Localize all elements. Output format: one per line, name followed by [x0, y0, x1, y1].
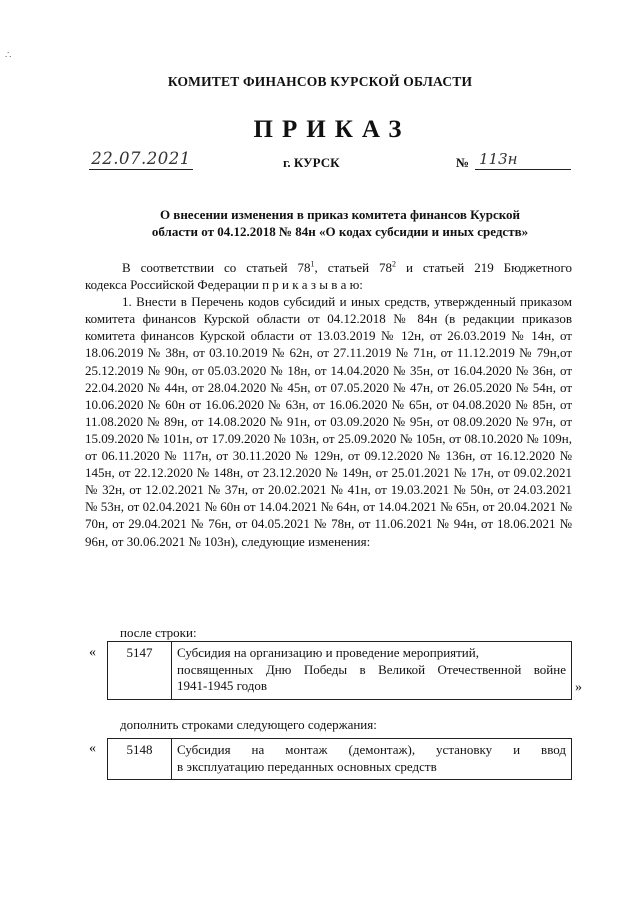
code-cell: 5148 — [108, 739, 172, 780]
description-line: в эксплуатацию переданных основных средств — [177, 758, 437, 774]
intro-text-a: В соответствии со статьей 78 — [122, 260, 311, 275]
quote-close-1: » — [575, 680, 582, 695]
title-line-1: О внесении изменения в приказ комитета финансов Курской — [159, 207, 521, 222]
table-row — [108, 739, 572, 780]
intro-text-c: и статьей 219 Бюджетного — [396, 260, 572, 275]
table-row — [108, 642, 572, 700]
title-line-2: области от 04.12.2018 № 84н «О кодах субсидии и иных средств» — [151, 224, 529, 239]
city-label: г. КУРСК — [283, 155, 340, 170]
description-line: Субсидия на монтаж (демонтаж), установку и ввод — [177, 742, 566, 757]
intro-line-2: кодекса Российской Федерации п р и к а з ы в а ю: — [85, 277, 363, 293]
quote-open-2: « — [89, 741, 96, 756]
intro-sup-1: 1 — [310, 259, 315, 269]
description-cell — [172, 739, 572, 780]
description-line: посвященных Дню Победы в Великой Отечественной войне — [177, 661, 566, 677]
document-type-heading: ПРИКАЗ — [253, 116, 411, 143]
number-sign: № — [456, 155, 470, 170]
handwritten-number: 113н — [475, 149, 571, 170]
scan-side-mark: ∴ — [5, 50, 12, 61]
handwritten-date: 22.07.2021 — [89, 149, 193, 170]
issuer-heading: КОМИТЕТ ФИНАНСОВ КУРСКОЙ ОБЛАСТИ — [167, 74, 473, 89]
item-1-paragraph: 1. Внести в Перечень кодов субсидий и иных средств, утвержденный приказом комитета финансов Курской области от 04.12.2018 № 84н (в редакции приказов комитета финансов Курской области от 13.03.2019 № 12н, от 26.03.2019 № 14н, от 18.06.2019 № 38н, от 03.10.2019 № 62н, от 27.11.2019 № 71н, от 11.12.2019 № 79н,от 25.12.2019 № 90н, от 05.03.2020 № 18н, от 14.04.2020 № 35н, от 16.04.2020 № 36н, от 22.04.2020 № 44н, от 28.04.2020 № 45н, от 07.05.2020 № 47н, от 26.05.2020 № 54н, от 10.06.2020 № 60н от 16.06.2020 № 63н, от 16.06.2020 № 65н, от 04.08.2020 № 85н, от 11.08.2020 № 89н, от 14.08.2020 № 91н, от 03.09.2020 № 95н, от 08.09.2020 № 97н, от 15.09.2020 № 101н, от 17.09.2020 № 103н, от 25.09.2020 № 105н, от 08.10.2020 № 109н, от 06.11.2020 № 117н, от 30.11.2020 № 129н, от 09.12.2020 № 136н, от 16.12.2020 № 145н, от 22.12.2020 № 148н, от 23.12.2020 № 149н, от 25.01.2021 № 17н, от 09.02.2021 № 32н, от 12.02.2021 № 37н, от 20.02.2021 № 41н, от 19.03.2021 № 50н, от 24.03.2021 № 53н, от 02.04.2021 № 60н от 14.04.2021 № 64н, от 14.04.2021 № 65н, от 20.04.2021 № 70н, от 29.04.2021 № 76н, от 04.05.2021 № 78н, от 11.06.2021 № 94н, от 18.06.2021 № 96н, от 30.06.2021 № 103н), следующие изменения: — [85, 294, 572, 549]
intro-line-1 — [85, 259, 572, 276]
quote-open-1: « — [89, 645, 96, 660]
existing-code-table — [107, 641, 572, 700]
intro-sup-2: 2 — [392, 259, 397, 269]
new-code-table — [107, 738, 572, 780]
document-body — [85, 259, 572, 550]
add-lines-label: дополнить строками следующего содержания: — [120, 717, 377, 732]
after-line-label: после строки: — [120, 625, 197, 640]
intro-text-b: , статьей 78 — [314, 260, 393, 275]
code-cell: 5147 — [108, 642, 172, 700]
description-cell — [172, 642, 572, 700]
description-line: 1941-1945 годов — [177, 678, 267, 693]
document-title — [100, 206, 580, 240]
description-line: Субсидия на организацию и проведение мероприятий, — [177, 645, 479, 660]
